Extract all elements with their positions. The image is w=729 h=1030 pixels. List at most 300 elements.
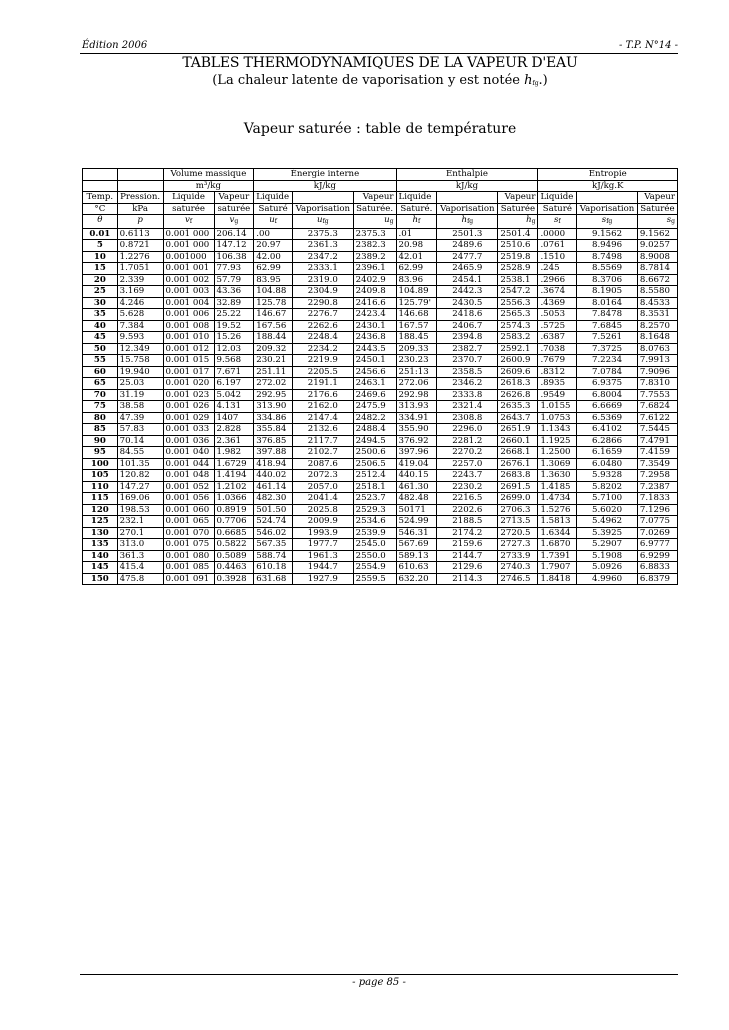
table-cell: 2281.2 <box>437 435 498 447</box>
table-cell: .245 <box>538 263 577 275</box>
table-cell: 1.0366 <box>214 493 254 505</box>
table-cell: 1.0753 <box>538 412 577 424</box>
table-cell: 10 <box>83 251 118 263</box>
table-cell: 2347.2 <box>292 251 353 263</box>
column-symbol <box>292 215 353 229</box>
table-cell: 2720.5 <box>498 527 538 539</box>
table-cell: 230.23 <box>396 355 437 367</box>
table-cell: 1.7907 <box>538 562 577 574</box>
table-cell: 1927.9 <box>292 573 353 585</box>
table-cell: 1.7391 <box>538 550 577 562</box>
table-cell: 2009.9 <box>292 516 353 528</box>
table-cell: 2488.4 <box>353 424 396 436</box>
column-name <box>577 192 638 204</box>
table-cell: 631.68 <box>254 573 293 585</box>
symbol-letter: p <box>137 215 143 225</box>
table-cell: 0.001 001 <box>163 263 214 275</box>
table-cell: 6.8379 <box>637 573 677 585</box>
table-row <box>83 573 678 585</box>
table-cell: 2406.7 <box>437 320 498 332</box>
symbol-subscript: f <box>274 218 277 225</box>
table-cell: 0.001 000 <box>163 228 214 240</box>
table-cell: 6.4102 <box>577 424 638 436</box>
table-cell: 0.001 048 <box>163 470 214 482</box>
table-cell: 15 <box>83 263 118 275</box>
table-cell: 2494.5 <box>353 435 396 447</box>
table-cell: 2396.1 <box>353 263 396 275</box>
table-cell: 20.97 <box>254 240 293 252</box>
header-rule <box>80 53 678 54</box>
page-number: - page 85 - <box>352 977 406 988</box>
table-cell: 1.4734 <box>538 493 577 505</box>
table-cell: 2746.5 <box>498 573 538 585</box>
table-cell: 2402.9 <box>353 274 396 286</box>
table-cell: 1944.7 <box>292 562 353 574</box>
table-cell: 30 <box>83 297 118 309</box>
column-symbol <box>254 215 293 229</box>
table-cell: 610.18 <box>254 562 293 574</box>
symbol-subscript: f <box>418 218 421 225</box>
symbol-subscript: g <box>389 218 394 225</box>
table-cell: 2270.2 <box>437 447 498 459</box>
table-cell: 6.2866 <box>577 435 638 447</box>
table-cell: 8.5569 <box>577 263 638 275</box>
table-cell: 2550.0 <box>353 550 396 562</box>
table-cell: 2276.7 <box>292 309 353 321</box>
table-cell: 57.79 <box>214 274 254 286</box>
table-cell: 334.86 <box>254 412 293 424</box>
table-cell: 2290.8 <box>292 297 353 309</box>
table-cell: 147.12 <box>214 240 254 252</box>
table-cell: 77.93 <box>214 263 254 275</box>
table-cell: 2041.4 <box>292 493 353 505</box>
table-cell: 8.4533 <box>637 297 677 309</box>
table-cell: 2635.3 <box>498 401 538 413</box>
table-cell: 397.88 <box>254 447 293 459</box>
table-cell: 0.7706 <box>214 516 254 528</box>
table-cell: 0.001 006 <box>163 309 214 321</box>
table-cell: 1.7051 <box>117 263 163 275</box>
table-cell: 0.001 033 <box>163 424 214 436</box>
table-cell: 2539.9 <box>353 527 396 539</box>
table-cell: 8.1905 <box>577 286 638 298</box>
table-cell: 440.15 <box>396 470 437 482</box>
table-cell: 2538.1 <box>498 274 538 286</box>
table-cell: 2583.2 <box>498 332 538 344</box>
table-cell: 6.6669 <box>577 401 638 413</box>
column-symbol <box>83 215 118 229</box>
table-cell: 1.982 <box>214 447 254 459</box>
table-cell: 6.9299 <box>637 550 677 562</box>
table-cell: 1.6344 <box>538 527 577 539</box>
table-cell: 2057.0 <box>292 481 353 493</box>
table-cell: 501.50 <box>254 504 293 516</box>
column-name: Pression. <box>117 192 163 204</box>
table-cell: 70.14 <box>117 435 163 447</box>
table-cell: 2361.3 <box>292 240 353 252</box>
table-cell: 8.6672 <box>637 274 677 286</box>
table-cell: 20.98 <box>396 240 437 252</box>
table-cell: 0.001 036 <box>163 435 214 447</box>
table-cell: 2643.7 <box>498 412 538 424</box>
table-cell: 2382.3 <box>353 240 396 252</box>
table-cell: 0.01 <box>83 228 118 240</box>
table-cell: 2699.0 <box>498 493 538 505</box>
table-cell: 7.4791 <box>637 435 677 447</box>
table-cell: 1.3069 <box>538 458 577 470</box>
group-energy: Énergie interne <box>254 169 396 181</box>
table-cell: 2547.2 <box>498 286 538 298</box>
table-cell: 313.0 <box>117 539 163 551</box>
table-cell: 2436.8 <box>353 332 396 344</box>
table-cell: 110 <box>83 481 118 493</box>
table-cell: 8.0164 <box>577 297 638 309</box>
table-cell: 135 <box>83 539 118 551</box>
table-cell: 7.2387 <box>637 481 677 493</box>
table-cell: 1.6870 <box>538 539 577 551</box>
table-cell: 440.02 <box>254 470 293 482</box>
table-cell: 4.131 <box>214 401 254 413</box>
table-cell: 4.9960 <box>577 573 638 585</box>
table-cell: 95 <box>83 447 118 459</box>
table-cell: 57.83 <box>117 424 163 436</box>
table-cell: 8.9008 <box>637 251 677 263</box>
table-cell: 2512.4 <box>353 470 396 482</box>
table-cell: 7.4159 <box>637 447 677 459</box>
table-cell: 2248.4 <box>292 332 353 344</box>
symbol-subscript: g <box>671 218 675 225</box>
table-cell: 42.00 <box>254 251 293 263</box>
table-cell: 50 <box>83 343 118 355</box>
table-row <box>83 539 678 551</box>
column-name: Liquide <box>538 192 577 204</box>
table-cell: 1961.3 <box>292 550 353 562</box>
table-cell: 2534.6 <box>353 516 396 528</box>
table-cell: 0.5822 <box>214 539 254 551</box>
table-cell: 361.3 <box>117 550 163 562</box>
table-cell: 7.2958 <box>637 470 677 482</box>
table-cell: 2375.3 <box>353 228 396 240</box>
table-cell: 2370.7 <box>437 355 498 367</box>
steam-table <box>82 168 678 585</box>
table-cell: 40 <box>83 320 118 332</box>
table-cell: 3.169 <box>117 286 163 298</box>
table-cell: 2668.1 <box>498 447 538 459</box>
table-row <box>83 550 678 562</box>
table-cell: 2450.1 <box>353 355 396 367</box>
table-cell: 125 <box>83 516 118 528</box>
symbol-letter: h <box>461 215 468 225</box>
edition-label: Édition 2006 <box>82 40 148 51</box>
table-cell: 5.4962 <box>577 516 638 528</box>
table-cell: 6.197 <box>214 378 254 390</box>
table-cell: 610.63 <box>396 562 437 574</box>
table-cell: 1.4194 <box>214 470 254 482</box>
table-cell: 272.02 <box>254 378 293 390</box>
table-cell: 0.001 008 <box>163 320 214 332</box>
table-cell: .8935 <box>538 378 577 390</box>
table-cell: 2333.8 <box>437 389 498 401</box>
main-title: TABLES THERMODYNAMIQUES DE LA VAPEUR D'EAU <box>182 55 578 71</box>
table-cell: 85 <box>83 424 118 436</box>
table-cell: 5 <box>83 240 118 252</box>
column-name: Vapeur <box>498 192 538 204</box>
column-symbol <box>163 215 214 229</box>
table-cell: 2394.8 <box>437 332 498 344</box>
symbol-letter: h <box>526 215 532 225</box>
table-cell: 104.89 <box>396 286 437 298</box>
section-title: Vapeur saturée : table de température <box>243 121 517 137</box>
table-cell: 2545.0 <box>353 539 396 551</box>
table-cell: .0761 <box>538 240 577 252</box>
table-cell: 632.20 <box>396 573 437 585</box>
unit-entropy: kJ/kg.K <box>538 180 678 192</box>
table-cell: 101.35 <box>117 458 163 470</box>
table-cell: 5.8202 <box>577 481 638 493</box>
table-cell: 2262.6 <box>292 320 353 332</box>
table-cell: 2713.5 <box>498 516 538 528</box>
table-cell: 0.001 070 <box>163 527 214 539</box>
table-cell: 209.33 <box>396 343 437 355</box>
column-name: Liquide <box>163 192 214 204</box>
table-cell: 2465.9 <box>437 263 498 275</box>
table-cell: 2463.1 <box>353 378 396 390</box>
column-name: Liquide <box>396 192 437 204</box>
table-cell: 2346.2 <box>437 378 498 390</box>
table-cell: 2676.1 <box>498 458 538 470</box>
column-symbol <box>538 215 577 229</box>
group-entropy: Entropie <box>538 169 678 181</box>
column-name <box>292 192 353 204</box>
column-symbol <box>353 215 396 229</box>
column-symbol <box>117 215 163 229</box>
table-cell: .5053 <box>538 309 577 321</box>
table-cell: 15.758 <box>117 355 163 367</box>
symbol-subscript: fg <box>606 218 613 225</box>
column-desc-row <box>83 203 678 215</box>
table-cell: 2132.6 <box>292 424 353 436</box>
symbol-letter: h <box>412 215 419 225</box>
symbol-subscript: f <box>558 218 561 225</box>
table-cell: 418.94 <box>254 458 293 470</box>
table-cell: 2382.7 <box>437 343 498 355</box>
table-cell: 0.3928 <box>214 573 254 585</box>
table-cell: 125.78 <box>254 297 293 309</box>
table-cell: .9549 <box>538 389 577 401</box>
table-cell: 188.44 <box>254 332 293 344</box>
table-row <box>83 251 678 263</box>
table-cell: 0.001 003 <box>163 286 214 298</box>
table-cell: 42.01 <box>396 251 437 263</box>
unit-header-row <box>83 180 678 192</box>
table-cell: 25 <box>83 286 118 298</box>
symbol-subscript: fg <box>467 218 474 225</box>
table-cell: 5.7100 <box>577 493 638 505</box>
table-cell: 2243.7 <box>437 470 498 482</box>
table-cell: 2114.3 <box>437 573 498 585</box>
table-cell: 8.2570 <box>637 320 677 332</box>
table-cell: 12.03 <box>214 343 254 355</box>
column-symbol <box>637 215 677 229</box>
table-cell: 1.0155 <box>538 401 577 413</box>
table-cell: 83.96 <box>396 274 437 286</box>
table-cell: 8.0763 <box>637 343 677 355</box>
column-symbol <box>577 215 638 229</box>
table-cell: 2442.3 <box>437 286 498 298</box>
column-desc: Vaporisation <box>292 203 353 215</box>
table-cell: 120.82 <box>117 470 163 482</box>
table-cell: 2518.1 <box>353 481 396 493</box>
table-cell: 104.88 <box>254 286 293 298</box>
table-row <box>83 470 678 482</box>
table-cell: 461.14 <box>254 481 293 493</box>
table-cell: 1407 <box>214 412 254 424</box>
table-cell: 0.001000 <box>163 251 214 263</box>
column-desc: Vaporisation <box>437 203 498 215</box>
table-cell: 251.11 <box>254 366 293 378</box>
table-cell: .4369 <box>538 297 577 309</box>
table-cell: .7679 <box>538 355 577 367</box>
table-cell: 0.8721 <box>117 240 163 252</box>
table-cell: 2308.8 <box>437 412 498 424</box>
table-cell: 2216.5 <box>437 493 498 505</box>
table-cell: 2660.1 <box>498 435 538 447</box>
table-cell: 65 <box>83 378 118 390</box>
symbol-subscript: fg <box>322 218 329 225</box>
table-cell: .2966 <box>538 274 577 286</box>
table-cell: 2321.4 <box>437 401 498 413</box>
table-cell: 2188.5 <box>437 516 498 528</box>
table-cell: 0.001 065 <box>163 516 214 528</box>
table-cell: 7.3725 <box>577 343 638 355</box>
table-cell: 1.8418 <box>538 573 577 585</box>
table-row <box>83 504 678 516</box>
table-cell: 19.940 <box>117 366 163 378</box>
symbol-subscript: f <box>189 218 193 225</box>
table-cell: 2501.4 <box>498 228 538 240</box>
unit-volume: m³/kg <box>163 180 254 192</box>
table-cell: 6.5369 <box>577 412 638 424</box>
table-cell: 397.96 <box>396 447 437 459</box>
table-row <box>83 366 678 378</box>
table-row <box>83 320 678 332</box>
table-cell: 7.1833 <box>637 493 677 505</box>
table-cell: 2409.8 <box>353 286 396 298</box>
table-cell: 1977.7 <box>292 539 353 551</box>
table-row <box>83 263 678 275</box>
table-cell: 8.7498 <box>577 251 638 263</box>
table-cell: 9.1562 <box>577 228 638 240</box>
table-cell: 419.04 <box>396 458 437 470</box>
table-cell: 2443.5 <box>353 343 396 355</box>
table-cell: 0.001 023 <box>163 389 214 401</box>
table-row <box>83 378 678 390</box>
table-cell: 2162.0 <box>292 401 353 413</box>
symbol-letter: v <box>184 215 190 225</box>
table-cell: 2454.1 <box>437 274 498 286</box>
table-cell: .8312 <box>538 366 577 378</box>
table-cell: 524.74 <box>254 516 293 528</box>
table-cell: 2477.7 <box>437 251 498 263</box>
table-row <box>83 527 678 539</box>
table-cell: 0.001 002 <box>163 274 214 286</box>
table-cell: 2389.2 <box>353 251 396 263</box>
table-row <box>83 228 678 240</box>
table-cell: 2219.9 <box>292 355 353 367</box>
table-cell: 2482.2 <box>353 412 396 424</box>
table-cell: 2609.6 <box>498 366 538 378</box>
group-volume: Volume massique <box>163 169 254 181</box>
table-cell: 2147.4 <box>292 412 353 424</box>
table-cell: 2144.7 <box>437 550 498 562</box>
table-cell: 9.593 <box>117 332 163 344</box>
table-cell: 9.0257 <box>637 240 677 252</box>
table-cell: 2592.1 <box>498 343 538 355</box>
table-cell: 0.001 004 <box>163 297 214 309</box>
column-desc: saturée <box>214 203 254 215</box>
table-row <box>83 424 678 436</box>
table-cell: 6.8004 <box>577 389 638 401</box>
column-desc: Saturée <box>498 203 538 215</box>
table-cell: 2234.2 <box>292 343 353 355</box>
table-cell: 8.7814 <box>637 263 677 275</box>
table-cell: 2565.3 <box>498 309 538 321</box>
table-cell: 7.671 <box>214 366 254 378</box>
table-cell: 6.9375 <box>577 378 638 390</box>
table-cell: 2574.3 <box>498 320 538 332</box>
table-cell: 292.95 <box>254 389 293 401</box>
table-cell: 2430.1 <box>353 320 396 332</box>
table-cell: 167.57 <box>396 320 437 332</box>
table-cell: 2319.0 <box>292 274 353 286</box>
table-cell: 2529.3 <box>353 504 396 516</box>
table-cell: 482.48 <box>396 493 437 505</box>
table-row <box>83 332 678 344</box>
subtitle: (La chaleur latente de vaporisation y est notée hfg.) <box>212 73 548 88</box>
table-cell: 47.39 <box>117 412 163 424</box>
table-row <box>83 401 678 413</box>
table-cell: 55 <box>83 355 118 367</box>
table-cell: 130 <box>83 527 118 539</box>
table-cell: 334.91 <box>396 412 437 424</box>
unit-enthalpy: kJ/kg <box>396 180 538 192</box>
table-cell: 1.1925 <box>538 435 577 447</box>
table-cell: 62.99 <box>396 263 437 275</box>
table-cell: 7.0269 <box>637 527 677 539</box>
table-cell: 567.69 <box>396 539 437 551</box>
table-cell: 355.84 <box>254 424 293 436</box>
table-cell: 20 <box>83 274 118 286</box>
column-name: Liquide <box>254 192 293 204</box>
table-cell: 2559.5 <box>353 573 396 585</box>
column-name: Vapeur <box>353 192 396 204</box>
table-cell: 376.92 <box>396 435 437 447</box>
table-cell: 1.3630 <box>538 470 577 482</box>
table-cell: 84.55 <box>117 447 163 459</box>
column-desc: Vaporisation <box>577 203 638 215</box>
table-row <box>83 562 678 574</box>
table-cell: 7.384 <box>117 320 163 332</box>
table-cell: 125.79' <box>396 297 437 309</box>
table-cell: 15.26 <box>214 332 254 344</box>
table-cell: 482.30 <box>254 493 293 505</box>
table-cell: 2.339 <box>117 274 163 286</box>
table-cell: 0.001 052 <box>163 481 214 493</box>
table-row <box>83 516 678 528</box>
table-cell: 9.568 <box>214 355 254 367</box>
table-cell: 0.6685 <box>214 527 254 539</box>
table-cell: 2727.3 <box>498 539 538 551</box>
